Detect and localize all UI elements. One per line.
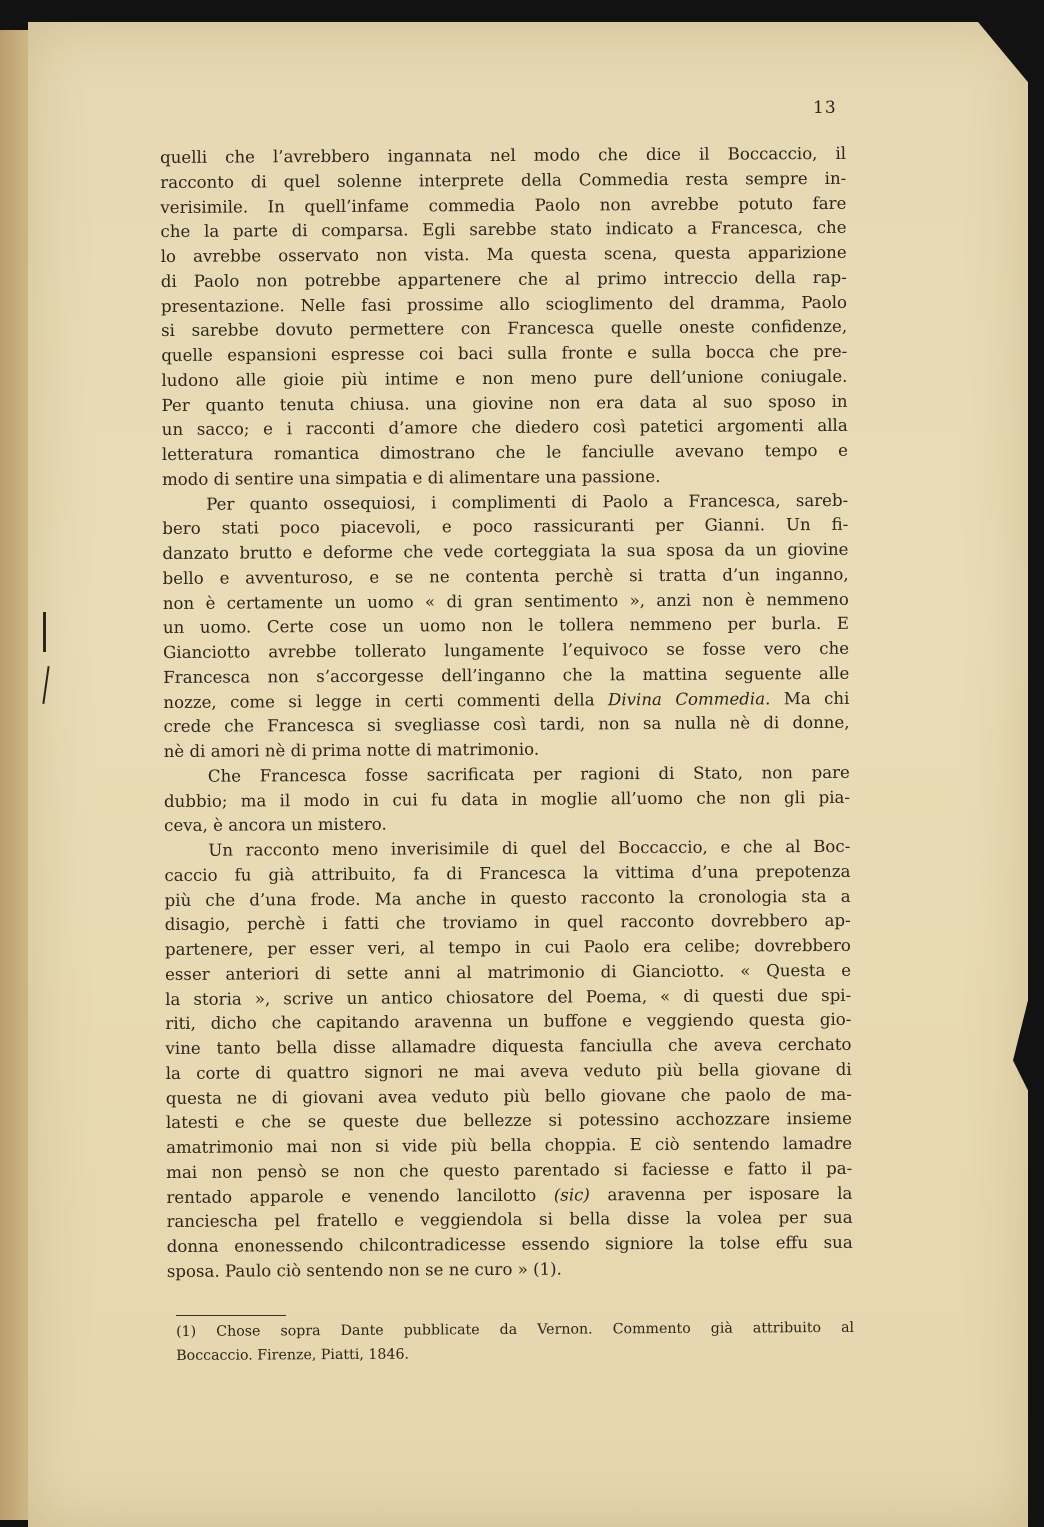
text-line: Per quanto ossequiosi, i complimenti di Paolo a Francesca, sareb- [206,490,849,514]
footnote-line: (1) Chose sopra Dante pubblicate da Vernon. Commento già attribuito al [176,1319,855,1340]
text-line: di Paolo non potrebbe appartenere che al primo intreccio della rap- [160,267,847,291]
text-line: nozze, come si legge in certi commenti della Divina Commedia. Ma chi [163,688,850,712]
text-line: danzato brutto e deforme che vede corteggiata la sua sposa da un giovine [162,539,849,563]
text-line: Francesca non s’accorgesse dell’inganno che la mattina seguente alle [163,663,850,687]
text-line: partenere, per esser veri, al tempo in cui Paolo era celibe; dovrebbero [164,935,851,959]
text-line: presentazione. Nelle fasi prossime allo scioglimento del dramma, Paolo [160,292,848,316]
text-line: verisimile. In quell’infame commedia Paolo non avrebbe potuto fare [160,193,847,217]
italic-phrase: Divina Commedia [607,688,766,709]
text-line: lo avrebbe osservato non vista. Ma questa scena, questa apparizione [160,242,847,266]
text-line: crede che Francesca si svegliasse così tardi, non sa nulla nè di donne, [163,713,850,737]
text-line: racconto di quel solenne interprete della Commedia resta sempre in- [160,168,847,192]
text-line: bero stati poco piacevoli, e poco rassicuranti per Gianni. Un fi- [162,515,849,539]
text-line: donna enonessendo chilcontradicesse essendo signiore la tolse effu sua [166,1232,853,1256]
text-line: che la parte di comparsa. Egli sarebbe stato indicato a Francesca, che [160,218,847,242]
text-line: caccio fu già attribuito, fa di Francesca la vittima d’una prepotenza [164,861,851,885]
text-line: ceva, è ancora un mistero. [164,814,387,836]
text-line: quelli che l’avrebbero ingannata nel modo che dice il Boccaccio, il [160,143,847,167]
text-line: ranciescha pel fratello e veggiendola si bella disse la volea per sua [166,1208,853,1232]
text-line: quelle espansioni espresse coi baci sulla fronte e sulla bocca che pre- [161,341,848,365]
italic-phrase: (sic) [553,1184,590,1205]
text-line: disagio, perchè i fatti che troviamo in quel racconto dovrebbero ap- [164,911,851,935]
text-line: dubbio; ma il modo in cui fu data in moglie all’uomo che non gli pia- [163,787,851,811]
text-line: questa ne di giovani avea veduto più bello giovane che paolo de ma- [165,1084,852,1108]
text-line: un uomo. Certe cose un uomo non le tollera nemmeno per burla. E [162,614,849,638]
margin-mark [43,612,46,652]
text-line: vine tanto bella disse allamadre diquesta fanciulla che aveva cerchato [165,1034,852,1058]
text-line: più che d’una frode. Ma anche in questo racconto la cronologia sta a [164,886,851,910]
text-line: ludono alle gioie più intime e non meno pure dell’unione coniugale. [161,366,848,390]
footnote-line: Boccaccio. Firenze, Piatti, 1846. [176,1346,410,1364]
text-line: si sarebbe dovuto permettere con Francesca quelle oneste confidenze, [161,317,848,341]
page-number: 13 [813,98,837,118]
text-line: nè di amori nè di prima notte di matrimonio. [163,739,540,761]
text-line: latesti e che se queste due bellezze si potessino acchozzare insieme [165,1109,853,1133]
footnote-rule [176,1315,286,1316]
text-line: rentado apparole e venendo lancilotto (sic) aravenna per isposare la [166,1183,853,1207]
text-line: esser anteriori di sette anni al matrimonio di Gianciotto. « Questa e [165,960,852,984]
text-line: un sacco; e i racconti d’amore che diedero così patetici argomenti alla [161,416,848,440]
text-line: la corte di quattro signori ne mai aveva veduto più bella giovane di [165,1059,852,1083]
text-line: la storia », scrive un antico chiosatore del Poema, « di questi due spi- [165,985,852,1009]
text-line: amatrimonio mai non si vide più bella choppia. E ciò sentendo lamadre [166,1133,853,1157]
body-text [160,142,853,1285]
text-line: Un racconto meno inverisimile di quel del Boccaccio, e che al Boc- [208,836,851,860]
text-line: mai non pensò se non che questo parentado si faciesse e fatto il pa- [166,1158,853,1182]
text-line: bello e avventuroso, e se ne contenta perchè si tratta d’un inganno, [162,564,849,588]
text-line: Per quanto tenuta chiusa. una giovine non era data al suo sposo in [161,391,848,415]
footnote [176,1316,854,1368]
text-line: riti, dicho che capitando aravenna un buffone e veggiendo questa gio- [165,1010,852,1034]
text-line: sposa. Paulo ciò sentendo non se ne curo » (1). [166,1259,562,1281]
text-line: letteratura romantica dimostrano che le fanciulle avevano tempo e [161,440,848,464]
text-line: Gianciotto avrebbe tollerato lungamente l’equivoco se fosse vero che [163,638,850,662]
text-line: Che Francesca fosse sacrificata per ragioni di Stato, non pare [207,762,850,786]
text-line: non è certamente un uomo « di gran sentimento », anzi non è nemmeno [162,589,849,613]
text-line: modo di sentire una simpatia e di alimentare una passione. [161,466,661,489]
